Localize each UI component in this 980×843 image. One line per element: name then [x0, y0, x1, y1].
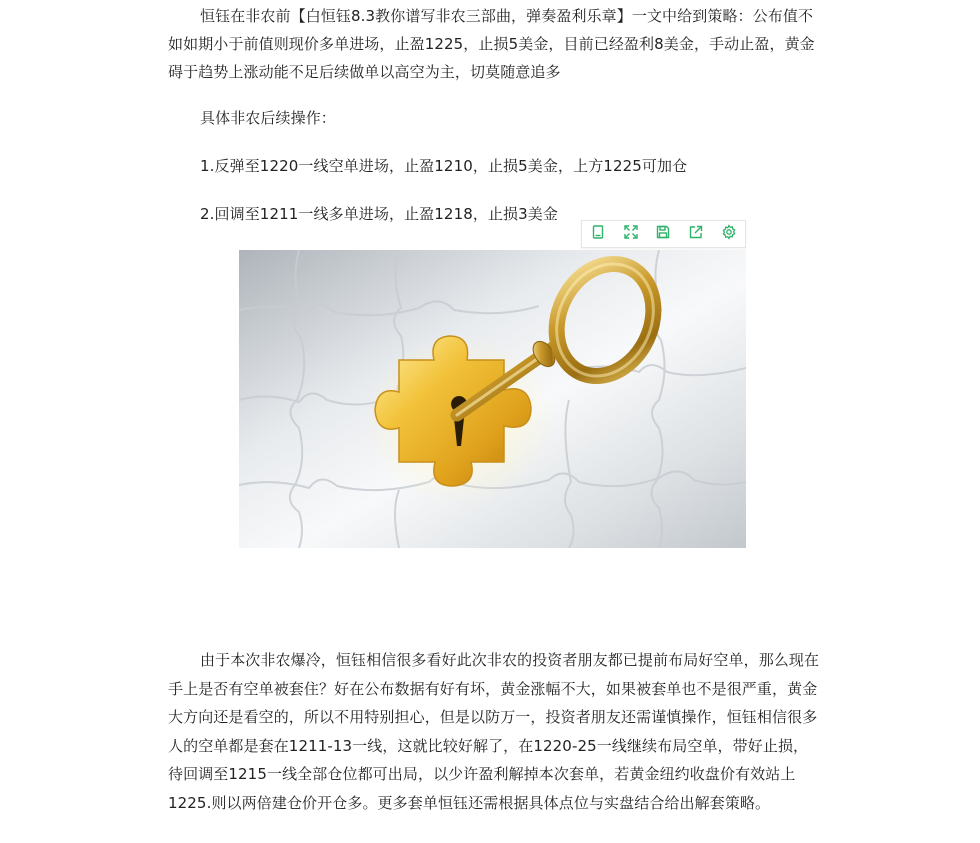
save-icon — [655, 224, 671, 244]
copy-icon — [590, 224, 606, 244]
image-toolbar — [581, 220, 746, 248]
operation-item-2: 2.回调至1211一线多单进场，止盈1218，止损3美金 — [200, 205, 559, 223]
follow-up-heading: 具体非农后续操作： — [200, 109, 336, 127]
strategy-paragraph: 恒钰在非农前【白恒钰8.3教你谱写非农三部曲，弹奏盈利乐章】一文中给到策略：公布值不如如期小于前值则现价多单进场，止盈1225，止损5美金，目前已经盈利8美金，手动止盈，黄金碍于趋势上涨动能不足后续做单以高空为主，切莫随意追多 — [168, 7, 815, 81]
copy-button[interactable] — [585, 221, 611, 247]
settings-button[interactable] — [716, 221, 742, 247]
share-button[interactable] — [683, 221, 709, 247]
share-icon — [688, 224, 704, 244]
fullscreen-icon — [623, 224, 639, 244]
fullscreen-button[interactable] — [618, 221, 644, 247]
save-button[interactable] — [650, 221, 676, 247]
settings-icon — [721, 224, 737, 244]
golden-key-puzzle-image — [239, 250, 746, 548]
operation-item-1: 1.反弹至1220一线空单进场，止盈1210，止损5美金，上方1225可加仓 — [200, 157, 688, 175]
analysis-paragraph: 由于本次非农爆冷，恒钰相信很多看好此次非农的投资者朋友都已提前布局好空单，那么现在手上是否有空单被套住？好在公布数据有好有坏，黄金涨幅不大，如果被套单也不是很严重，黄金大方向还是看空的，所以不用特别担心，但是以防万一，投资者朋友还需谨慎操作，恒钰相信很多人的空单都是套在1211-13一线，这就比较好解了，在1220-25一线继续布局空单，带好止损，待回调至1215一线全部仓位都可出局，以少许盈利解掉本次套单，若黄金纽约收盘价有效站上1225.则以两倍建仓价开仓多。更多套单恒钰还需根据具体点位与实盘结合给出解套策略。 — [168, 651, 820, 812]
